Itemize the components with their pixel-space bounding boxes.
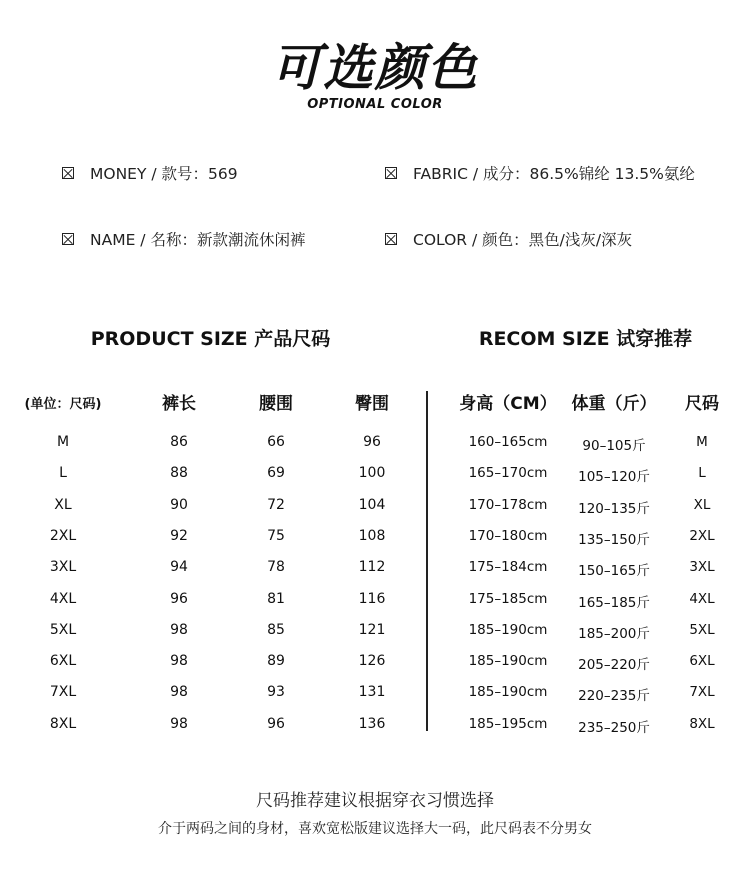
recom-size-cell: XL [693,496,711,513]
product-size-cell: 3XL [49,559,77,576]
recom-size-cell: L [698,465,706,482]
product-size-cell: 66 [267,434,285,450]
product-size-cell: 5XL [49,621,77,638]
product-size-cell: 96 [267,715,285,732]
recom-size-cell: 205–220斤 [578,657,650,674]
product-size-cell: 81 [267,590,285,607]
product-size-cell: XL [54,496,72,513]
recom-size-cell: 90–105斤 [582,438,646,454]
info-fabric-text: FABRIC / 成分：86.5%锦纶 13.5%氨纶 [413,165,695,183]
info-fabric [385,162,695,184]
recom-size-cell: 170–180cm [468,527,548,544]
product-size-header: 裤长 [162,394,196,414]
page-title: 可选颜色 [271,39,479,97]
info-color-text: COLOR / 颜色：黑色/浅灰/深灰 [413,231,633,249]
recom-size-cell: 5XL [689,621,715,638]
info-name-text: NAME / 名称：新款潮流休闲裤 [90,231,306,249]
size-note-sub: 介于两码之间的身材，喜欢宽松版建议选择大一码，此尺码表不分男女 [158,821,592,837]
product-size-cell: 121 [358,621,386,638]
product-size-cell: 98 [170,653,188,670]
recom-size-cell: 7XL [689,684,715,701]
checkbox-x-icon [62,167,74,179]
recom-size-cell: 6XL [689,653,715,670]
product-size-cell: 136 [358,715,386,732]
recom-size-cell: 235–250斤 [578,719,650,736]
recom-size-cell: 175–184cm [468,559,548,576]
product-size-cell: 75 [267,527,285,544]
product-size-cell: 108 [358,527,386,544]
product-size-cell: 112 [358,559,386,576]
product-size-cell: 126 [358,653,386,670]
recom-size-cell: 3XL [689,559,715,576]
checkbox-x-icon [385,233,397,245]
product-size-cell: 116 [358,590,386,607]
recom-size-cell: 2XL [689,527,715,544]
recom-size-cell: 8XL [689,715,715,732]
info-money [62,162,238,184]
product-size-header: 腰围 [259,394,293,414]
product-size-title: PRODUCT SIZE 产品尺码 [90,328,331,350]
recom-size-cell: 120–135斤 [578,500,650,517]
recom-size-header: 体重（斤） [571,394,657,414]
product-size-cell: 69 [267,465,285,482]
product-size-header: (单位：尺码) [24,397,102,412]
product-size-cell: 85 [267,621,285,638]
product-size-cell: 2XL [49,527,77,544]
product-size-cell: 78 [267,559,285,576]
recom-size-cell: 150–165斤 [578,563,650,580]
product-size-cell: 86 [170,434,188,450]
product-size-cell: 89 [267,653,285,670]
page-subtitle: OPTIONAL COLOR [307,97,443,112]
recom-size-title: RECOM SIZE 试穿推荐 [478,328,693,350]
product-size-cell: 93 [267,684,285,701]
product-size-cell: 72 [267,496,285,513]
product-size-cell: 4XL [49,590,77,607]
product-size-cell: 7XL [49,684,77,701]
product-size-header: 臀围 [355,394,389,414]
product-size-cell: 98 [170,684,188,701]
recom-size-cell: 185–200斤 [578,625,650,642]
recom-size-cell: 170–178cm [468,496,548,513]
recom-size-cell: 135–150斤 [578,531,650,548]
recom-size-cell: 185–190cm [468,653,548,670]
product-size-cell: 8XL [49,715,77,732]
product-size-cell: 131 [358,684,386,701]
size-note-main: 尺码推荐建议根据穿衣习惯选择 [256,791,494,811]
product-size-cell: 100 [358,465,386,482]
product-size-cell: 88 [170,465,188,482]
product-size-cell: 6XL [49,653,77,670]
product-size-cell: 92 [170,527,188,544]
recom-size-cell: 175–185cm [468,590,548,607]
recom-size-header: 身高（CM） [459,394,557,414]
product-size-cell: 94 [170,559,188,576]
info-name [62,228,305,250]
product-size-cell: 90 [170,496,188,513]
recom-size-cell: 185–190cm [468,684,548,701]
checkbox-x-icon [62,233,74,245]
recom-size-cell: 165–170cm [468,465,548,482]
recom-size-header: 尺码 [685,394,719,414]
recom-size-cell: 105–120斤 [578,469,650,486]
recom-size-cell: 185–190cm [468,621,548,638]
checkbox-x-icon [385,167,397,179]
recom-size-cell: 185–195cm [468,715,548,732]
product-size-cell: 96 [363,434,381,450]
product-size-cell: 98 [170,621,188,638]
product-size-cell: 98 [170,715,188,732]
recom-size-cell: 165–185斤 [578,594,650,611]
info-color [385,228,632,250]
recom-size-cell: M [696,434,708,450]
recom-size-cell: 160–165cm [468,434,548,450]
table-divider [426,391,428,731]
recom-size-cell: 220–235斤 [578,688,650,705]
product-size-cell: 96 [170,590,188,607]
info-money-text: MONEY / 款号：569 [90,165,238,183]
product-size-cell: 104 [358,496,386,513]
recom-size-cell: 4XL [689,590,715,607]
product-size-cell: M [56,434,70,450]
product-size-cell: L [59,465,67,482]
